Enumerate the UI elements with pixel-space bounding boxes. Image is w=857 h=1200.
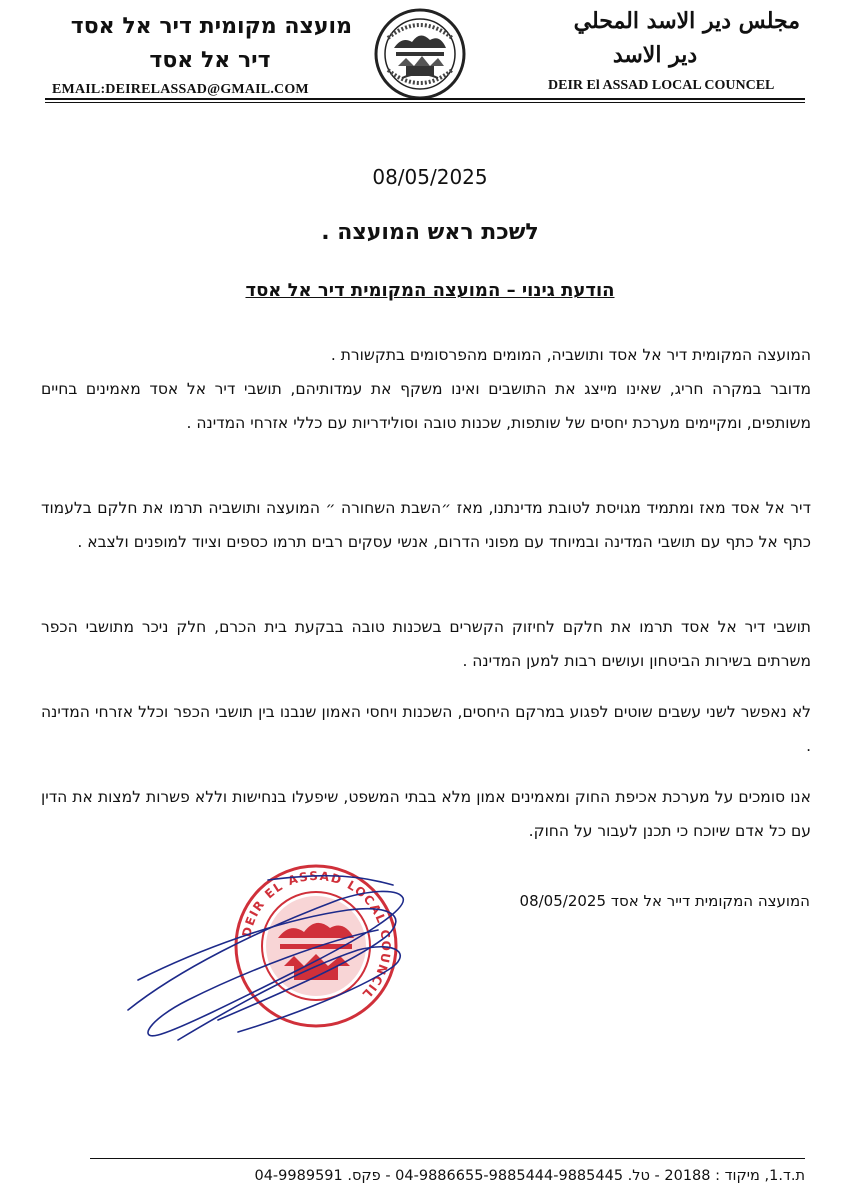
letterhead-hebrew-council-name: מועצה מקומית דיר אל אסד — [70, 14, 352, 39]
letter-addressee: לשכת ראש המועצה . — [321, 220, 539, 245]
paragraph-4: תושבי דיר אל אסד תרמו את חלקם לחיזוק הקשרים בשכנות טובה בבקעת בית הכרם, חלק ניכר מתושבי הכפר משרתים בשירות הביטחון ועושים רבות למען המדינה . — [41, 618, 811, 670]
paragraph-2: מדובר במקרה חריג, שאינו מייצג את התושבים ואינו משקף את עמדותיהם, תושבי דיר אל אסד מאמינים בחיים משותפים, ומקיימים מערכת יחסים של שותפות, שכנות טובה וסולידריות עם כללי אזרחי המדינה . — [41, 380, 811, 432]
letter-signoff: המועצה המקומית דייר אל אסד 08/05/2025 — [519, 892, 810, 910]
letterhead-email: EMAIL:DEIRELASSAD@GMAIL.COM — [52, 82, 309, 97]
letterhead-english-council-name: DEIR El ASSAD LOCAL COUNCEL — [548, 78, 775, 93]
paragraph-1: המועצה המקומית דיר אל אסד ותושביה, המומים מהפרסומים בתקשורת . — [330, 346, 811, 364]
letter-date: 08/05/2025 — [372, 165, 488, 189]
letterhead-hebrew-town: דיר אל אסד — [149, 48, 271, 73]
paragraph-6: אנו סומכים על מערכת אכיפת החוק ומאמינים אמון מלא בבתי המשפט, שיפעלו בנחישות וללא פשרות למצות את הדין עם כל אדם שיוכח כי תכנן לעבור על החוק. — [41, 788, 811, 840]
handwritten-signature — [118, 860, 418, 1050]
letterhead-arabic-town: دير الاسد — [612, 42, 698, 68]
paragraph-5: לא נאפשר לשני עשבים שוטים לפגוע במרקם היחסים, השכנות ויחסי האמון שנבנו בין תושבי הכפר וכלל אזרחי המדינה . — [41, 703, 811, 755]
footer-divider — [90, 1158, 805, 1159]
letterhead-divider — [45, 98, 805, 100]
stamp-ring-text: DEIR EL ASSAD LOCAL COUNCIL — [239, 868, 394, 1003]
council-emblem-logo — [372, 8, 468, 100]
letterhead-arabic-council-name: مجلس دير الاسد المحلي — [573, 8, 800, 34]
letter-subject: הודעת גינוי – המועצה המקומית דיר אל אסד — [245, 280, 615, 301]
letterhead-divider-thin — [45, 102, 805, 103]
footer-contact-info: ת.ד.1, מיקוד : 20188 - טל. 04-9886655-9885444-9885445 - פקס. 04-9989591 — [254, 1168, 805, 1184]
paragraph-3: דיר אל אסד מאז ומתמיד מגויסת לטובת מדינתנו, מאז ״השבת השחורה ״ המועצה ותושביה תרמו את חלקם בלעמוד כתף אל כתף עם תושבי המדינה ובמיוחד עם מפוני הדרום, אנשי עסקים רבים תרמו כספים וציוד למופנים ולצבא . — [41, 499, 811, 551]
